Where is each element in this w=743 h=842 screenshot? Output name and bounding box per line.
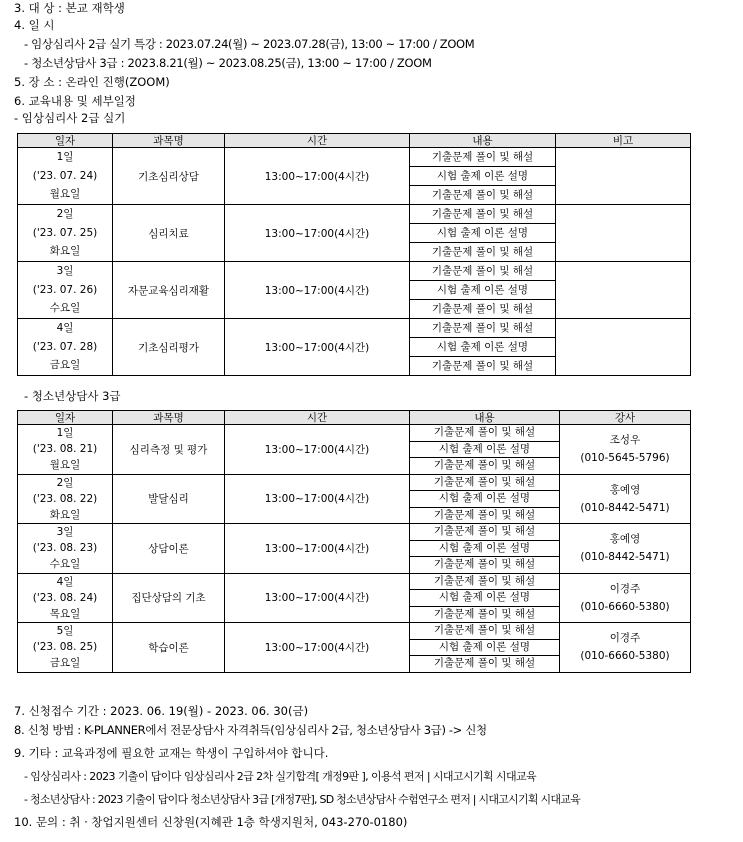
table-row — [18, 205, 691, 224]
subject-cell: 심리측정 및 평가 — [113, 425, 225, 475]
day-cell — [18, 319, 113, 376]
note-cell — [556, 319, 691, 376]
content-cell: 기출문제 풀이 및 해설 — [410, 606, 560, 623]
day-weekday: 수요일 — [49, 558, 81, 571]
content-cell: 기출문제 풀이 및 해설 — [410, 243, 556, 262]
table-row — [18, 474, 691, 491]
day-label: 1일 — [56, 151, 74, 164]
header-time: 시간 — [225, 411, 410, 425]
time-cell: 13:00~17:00(4시간) — [225, 524, 410, 574]
header-time: 시간 — [225, 134, 410, 148]
content-cell: 기출문제 풀이 및 해설 — [410, 656, 560, 673]
content-cell: 시험 출제 이론 설명 — [410, 639, 560, 656]
day-weekday: 금요일 — [49, 657, 81, 670]
content-cell: 시험 출제 이론 설명 — [410, 590, 560, 607]
header-instructor: 강사 — [560, 411, 691, 425]
apply-period-line: 7. 신청접수 기간 : 2023. 06. 19(월) - 2023. 06. 30(금) — [14, 704, 309, 718]
youth-schedule-table — [17, 410, 691, 673]
day-cell — [18, 425, 113, 475]
time-cell: 13:00~17:00(4시간) — [225, 573, 410, 623]
table-row — [18, 573, 691, 590]
content-cell: 기출문제 풀이 및 해설 — [410, 319, 556, 338]
day-date: ('23. 08. 24) — [32, 591, 98, 604]
instructor-name: 이경주 — [609, 632, 641, 645]
day-weekday: 금요일 — [49, 359, 81, 372]
table-header-row — [18, 134, 691, 148]
day-cell — [18, 524, 113, 574]
content-cell: 기출문제 풀이 및 해설 — [410, 262, 556, 281]
header-subject: 과목명 — [113, 411, 225, 425]
day-label: 3일 — [56, 265, 74, 278]
content-cell: 기출문제 풀이 및 해설 — [410, 425, 560, 442]
instructor-cell — [560, 524, 691, 574]
day-date: ('23. 07. 26) — [32, 283, 98, 296]
day-weekday: 월요일 — [49, 459, 81, 472]
subject-cell: 상담이론 — [113, 524, 225, 574]
apply-method-line: 8. 신청 방법 : K-PLANNER에서 전문상담사 자격취득(임상심리사 2급, 청소년상담사 3급) -> 신청 — [14, 723, 487, 737]
day-date: ('23. 07. 28) — [32, 340, 98, 353]
time-cell: 13:00~17:00(4시간) — [225, 205, 410, 262]
content-cell: 시험 출제 이론 설명 — [410, 441, 560, 458]
header-content: 내용 — [410, 411, 560, 425]
time-cell: 13:00~17:00(4시간) — [225, 425, 410, 475]
content-cell: 기출문제 풀이 및 해설 — [410, 524, 560, 541]
table-row — [18, 319, 691, 338]
instructor-name: 조성우 — [609, 434, 641, 447]
day-date: ('23. 08. 21) — [32, 443, 98, 456]
day-weekday: 화요일 — [49, 245, 81, 258]
instructor-phone: (010-8442-5471) — [580, 501, 670, 514]
time-cell: 13:00~17:00(4시간) — [225, 148, 410, 205]
instructor-phone: (010-6660-5380) — [580, 600, 670, 613]
instructor-phone: (010-8442-5471) — [580, 551, 670, 564]
subject-cell: 발달심리 — [113, 474, 225, 524]
instructor-phone: (010-6660-5380) — [580, 650, 670, 663]
clinical-heading: - 임상심리사 2급 실기 — [14, 111, 126, 125]
instructor-cell — [560, 623, 691, 673]
content-cell: 기출문제 풀이 및 해설 — [410, 557, 560, 574]
instructor-name: 홍예영 — [609, 533, 641, 546]
header-subject: 과목명 — [113, 134, 225, 148]
table-row — [18, 262, 691, 281]
content-cell: 기출문제 풀이 및 해설 — [410, 186, 556, 205]
day-date: ('23. 08. 25) — [32, 641, 98, 654]
content-cell: 시험 출제 이론 설명 — [410, 540, 560, 557]
content-cell: 기출문제 풀이 및 해설 — [410, 205, 556, 224]
place-line: 5. 장 소 : 온라인 진행(ZOOM) — [14, 75, 170, 89]
book-youth-line: - 청소년상담사 : 2023 기출이 답이다 청소년상담사 3급 [개정7판], SD 청소년상담사 수험연구소 편저 | 시대고시기획 시대교육 — [24, 793, 581, 806]
youth-heading: - 청소년상담사 3급 — [24, 389, 121, 403]
day-cell — [18, 573, 113, 623]
content-heading: 6. 교육내용 및 세부일정 — [14, 94, 136, 108]
day-weekday: 화요일 — [49, 508, 81, 521]
day-cell — [18, 262, 113, 319]
header-content: 내용 — [410, 134, 556, 148]
time-cell: 13:00~17:00(4시간) — [225, 474, 410, 524]
instructor-cell — [560, 474, 691, 524]
content-cell: 기출문제 풀이 및 해설 — [410, 148, 556, 167]
day-cell — [18, 623, 113, 673]
day-cell — [18, 474, 113, 524]
time-cell: 13:00~17:00(4시간) — [225, 623, 410, 673]
day-label: 4일 — [56, 575, 74, 588]
day-weekday: 수요일 — [49, 302, 81, 315]
content-cell: 시험 출제 이론 설명 — [410, 281, 556, 300]
content-cell: 시험 출제 이론 설명 — [410, 338, 556, 357]
table-row — [18, 623, 691, 640]
date-heading: 4. 일 시 — [14, 18, 55, 32]
instructor-name: 홍예영 — [609, 483, 641, 496]
subject-cell: 기초심리상담 — [113, 148, 225, 205]
header-date: 일자 — [18, 134, 113, 148]
table-row — [18, 524, 691, 541]
content-cell: 시험 출제 이론 설명 — [410, 224, 556, 243]
day-weekday: 목요일 — [49, 607, 81, 620]
day-date: ('23. 07. 24) — [32, 169, 98, 182]
day-cell — [18, 205, 113, 262]
note-cell — [556, 262, 691, 319]
instructor-cell — [560, 573, 691, 623]
day-date: ('23. 07. 25) — [32, 226, 98, 239]
table-row — [18, 425, 691, 442]
header-date: 일자 — [18, 411, 113, 425]
date-clinical-line: - 임상심리사 2급 실기 특강 : 2023.07.24(월) ~ 2023.07.28(금), 13:00 ~ 17:00 / ZOOM — [24, 37, 475, 51]
target-line: 3. 대 상 : 본교 재학생 — [14, 1, 125, 15]
subject-cell: 집단상담의 기초 — [113, 573, 225, 623]
content-cell: 기출문제 풀이 및 해설 — [410, 573, 560, 590]
content-cell: 기출문제 풀이 및 해설 — [410, 474, 560, 491]
content-cell: 기출문제 풀이 및 해설 — [410, 458, 560, 475]
time-cell: 13:00~17:00(4시간) — [225, 262, 410, 319]
instructor-name: 이경주 — [609, 582, 641, 595]
day-date: ('23. 08. 23) — [32, 542, 98, 555]
day-label: 4일 — [56, 322, 74, 335]
content-cell: 기출문제 풀이 및 해설 — [410, 623, 560, 640]
day-cell — [18, 148, 113, 205]
note-cell — [556, 148, 691, 205]
content-cell: 기출문제 풀이 및 해설 — [410, 507, 560, 524]
etc-line: 9. 기타 : 교육과정에 필요한 교재는 학생이 구입하셔야 합니다. — [14, 746, 329, 760]
content-cell: 기출문제 풀이 및 해설 — [410, 357, 556, 376]
header-note: 비고 — [556, 134, 691, 148]
time-cell: 13:00~17:00(4시간) — [225, 319, 410, 376]
table-row — [18, 148, 691, 167]
day-label: 1일 — [56, 427, 74, 440]
subject-cell: 심리치료 — [113, 205, 225, 262]
content-cell: 기출문제 풀이 및 해설 — [410, 300, 556, 319]
book-clinical-line: - 임상심리사 : 2023 기출이 답이다 임상심리사 2급 2차 실기합격[ 개정9판 ], 이용석 편저 | 시대고시기획 시대교육 — [24, 770, 537, 783]
subject-cell: 기초심리평가 — [113, 319, 225, 376]
day-label: 3일 — [56, 526, 74, 539]
day-label: 5일 — [56, 625, 74, 638]
content-cell: 시험 출제 이론 설명 — [410, 491, 560, 508]
content-cell: 시험 출제 이론 설명 — [410, 167, 556, 186]
day-date: ('23. 08. 22) — [32, 492, 98, 505]
table-header-row — [18, 411, 691, 425]
clinical-schedule-table — [17, 133, 691, 376]
day-weekday: 월요일 — [49, 188, 81, 201]
instructor-cell — [560, 425, 691, 475]
day-label: 2일 — [56, 208, 74, 221]
instructor-phone: (010-5645-5796) — [580, 452, 670, 465]
date-youth-line: - 청소년상담사 3급 : 2023.8.21(월) ~ 2023.08.25(금), 13:00 ~ 17:00 / ZOOM — [24, 56, 432, 70]
contact-line: 10. 문의 : 취 · 창업지원센터 신창원(지혜관 1층 학생지원처, 043-270-0180) — [14, 815, 408, 829]
subject-cell: 자문교육심리재활 — [113, 262, 225, 319]
note-cell — [556, 205, 691, 262]
subject-cell: 학습이론 — [113, 623, 225, 673]
day-label: 2일 — [56, 476, 74, 489]
